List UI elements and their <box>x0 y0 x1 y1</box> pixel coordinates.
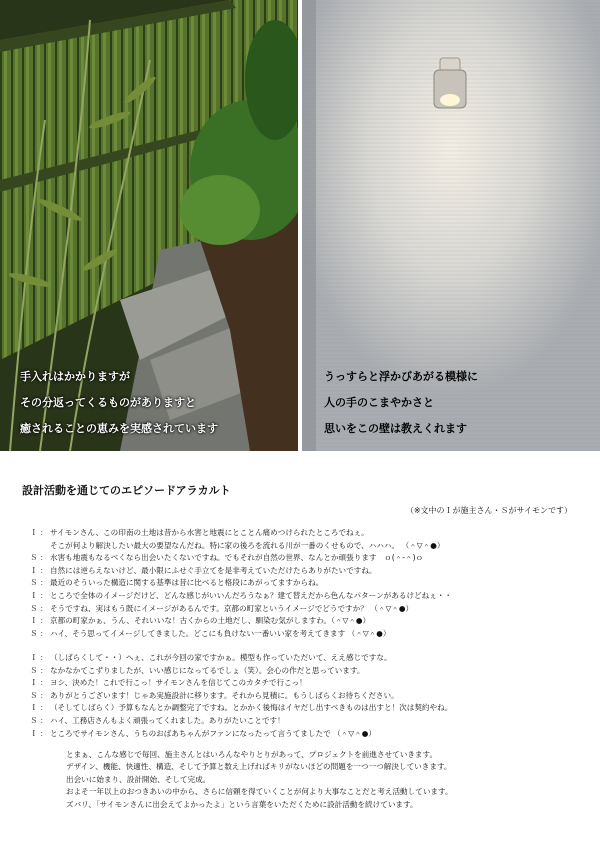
wall-caption <box>324 364 478 442</box>
dialog-separator: ： <box>40 678 48 688</box>
garden-caption <box>20 364 218 442</box>
wall-photo <box>302 0 600 451</box>
dialog-text: なかなかてこずりましたが、いい感じになってるでしょ（笑）。会心の作だと思っています。 <box>50 665 365 675</box>
dialog-separator: ： <box>40 603 48 613</box>
dialog-text: （しばらくして・・）へぇ、これが今回の家ですかぁ。模型も作っていただいて、ええ感じですな。 <box>50 653 392 662</box>
dialog-speaker: Ｓ <box>30 690 38 700</box>
wall-caption-line: 人の手のこまやかさと <box>324 396 434 409</box>
dialog-separator: ： <box>40 590 48 600</box>
dialog-line <box>30 603 590 616</box>
dialog-speaker: Ｓ <box>30 603 38 613</box>
dialog-speaker: Ｓ <box>30 715 38 725</box>
closing-line: デザイン、機能、快適性、構造、そして予算と数え上げればキリがないほどの問題を一つ一つ解決していきます。 <box>66 762 452 772</box>
dialog-separator: ： <box>40 628 48 638</box>
dialog-text: ヨシ、決めた！これで行こっ！サイモンさんを信じてこのカタチで行こっ！ <box>50 678 307 688</box>
garden-caption-line: 手入れはかかりますが <box>20 370 130 383</box>
dialog-separator: ： <box>40 653 48 662</box>
dialog-line <box>30 652 590 665</box>
dialog-separator: ： <box>40 690 48 700</box>
dialog-line <box>30 565 590 578</box>
dialog-text: ありがとうございます！じゃあ実施設計に移ります。それから見積に。もうしばらくお待ちください。 <box>50 690 399 700</box>
dialog-text: そうですね、実はもう既にイメージがあるんです。京都の町家というイメージでどうですか？ （＾▽＾●） <box>50 603 414 613</box>
closing-line: およそ一年以上のおつきあいの中から、さらに信頼を得ていくことが何より大事なことだと考え活動しています。 <box>66 787 453 797</box>
dialog-text: ところでサイモンさん、うちのおばあちゃんがファンになったって言うてましたで （＾▽＾●） <box>50 728 376 738</box>
dialog-text: ところで全体のイメージだけど、どんな感じがいいんだろうなぁ？建て替えだから色んなパターンがあるけどねぇ・・ <box>50 590 453 600</box>
dialog-speaker: Ｉ <box>30 728 38 738</box>
dialog-line <box>30 527 590 540</box>
dialog-text: そこが何より解決したい最大の要望なんだね。特に家の後ろを流れる川が一番のくせもので、ハハハ。 （＾▽＾●） <box>50 540 445 550</box>
dialog-speaker: Ｓ <box>30 665 38 675</box>
dialog-separator: ： <box>40 565 48 575</box>
dialog-speaker: Ｓ <box>30 553 38 563</box>
dialog-speaker: Ｉ <box>30 703 38 713</box>
dialog-separator: ： <box>40 715 48 725</box>
dialog-text: 最近のそういった構造に関する基準は昔に比べると格段にあがってますからね。 <box>50 578 324 588</box>
dialog-section-1 <box>30 527 590 640</box>
dialog-line <box>30 702 590 715</box>
dialog-separator: ： <box>40 578 48 588</box>
closing-paragraph <box>66 749 453 811</box>
garden-caption-line: 癒されることの恵みを実感されています <box>20 422 218 435</box>
dialog-speaker: Ｉ <box>30 590 38 600</box>
dialog-text: サイモンさん、この印南の土地は昔から水害と地震にとことん痛めつけられたところでねぇ。 <box>50 528 369 537</box>
wall-caption-line: うっすらと浮かびあがる模様に <box>324 370 478 383</box>
closing-line: とまぁ、こんな感じで毎回、施主さんとはいろんなやりとりがあって、プロジェクトを前進させていきます。 <box>66 750 438 759</box>
dialog-speaker: Ｉ <box>30 678 38 688</box>
dialog-text: 自然には逆らえないけど、最小限にふせぐ手立てを是非考えていただけたらありがたいですね。 <box>50 565 377 575</box>
dialog-line <box>30 677 590 690</box>
garden-caption-line: その分返ってくるものがありますと <box>20 396 196 409</box>
dialog-line <box>30 628 590 641</box>
episode-heading: 設計活動を通じてのエピソードアラカルト <box>22 484 231 497</box>
dialog-separator: ： <box>40 665 48 675</box>
dialog-line <box>30 577 590 590</box>
garden-photo <box>0 0 298 451</box>
dialog-text: ハイ、工務店さんもよく頑張ってくれました。ありがたいことです！ <box>50 715 285 725</box>
dialog-text: ハイ、そう思ってイメージしてきました。どこにも負けない一番いい家を考えてきます （＾▽＾●） <box>50 628 391 638</box>
dialog-line <box>30 540 590 553</box>
dialog-separator: ： <box>40 528 48 537</box>
dialog-line <box>30 552 590 565</box>
wall-caption-line: 思いをこの壁は教えくれます <box>324 422 467 435</box>
dialog-separator: ： <box>40 703 48 713</box>
dialog-separator: ： <box>40 728 48 738</box>
speaker-note: （※文中のＩが施主さん・Ｓがサイモンです） <box>405 506 572 515</box>
dialog-section-2 <box>30 652 590 740</box>
dialog-speaker: Ｉ <box>30 653 38 662</box>
dialog-speaker: Ｓ <box>30 578 38 588</box>
dialog-line <box>30 715 590 728</box>
dialog-separator: ： <box>40 553 48 563</box>
dialog-text: 水害も地震もなるべくなら出会いたくないですね。でもそれが自然の世界、なんとか頑張ります ｏ(＾-＾)ｏ <box>50 553 424 563</box>
dialog-speaker: Ｉ <box>30 616 38 626</box>
dialog-line <box>30 690 590 703</box>
dialog-line <box>30 728 590 741</box>
dialog-speaker: Ｉ <box>30 565 38 575</box>
closing-line: ズバリ、「サイモンさんに出会えてよかったよ」という言葉をいただくために設計活動を続けています。 <box>66 799 418 809</box>
dialog-line <box>30 615 590 628</box>
dialog-text: 京都の町家かぁ、うん、それいいな！古くからの土地だし、馴染む気がしますわ。（＾▽＾●） <box>50 616 371 626</box>
dialog-separator: ： <box>40 616 48 626</box>
dialog-line <box>30 665 590 678</box>
dialog-speaker: Ｓ <box>30 628 38 638</box>
closing-line: 出会いに始まり、設計開始、そして完成。 <box>66 774 211 784</box>
dialog-speaker: Ｉ <box>30 528 38 537</box>
dialog-text: （そしてしばらく）予算もなんとか調整完了ですね。とかかく後悔はイヤだし出すべきものは出すと！次は契約やね。 <box>50 703 453 713</box>
dialog-line <box>30 590 590 603</box>
